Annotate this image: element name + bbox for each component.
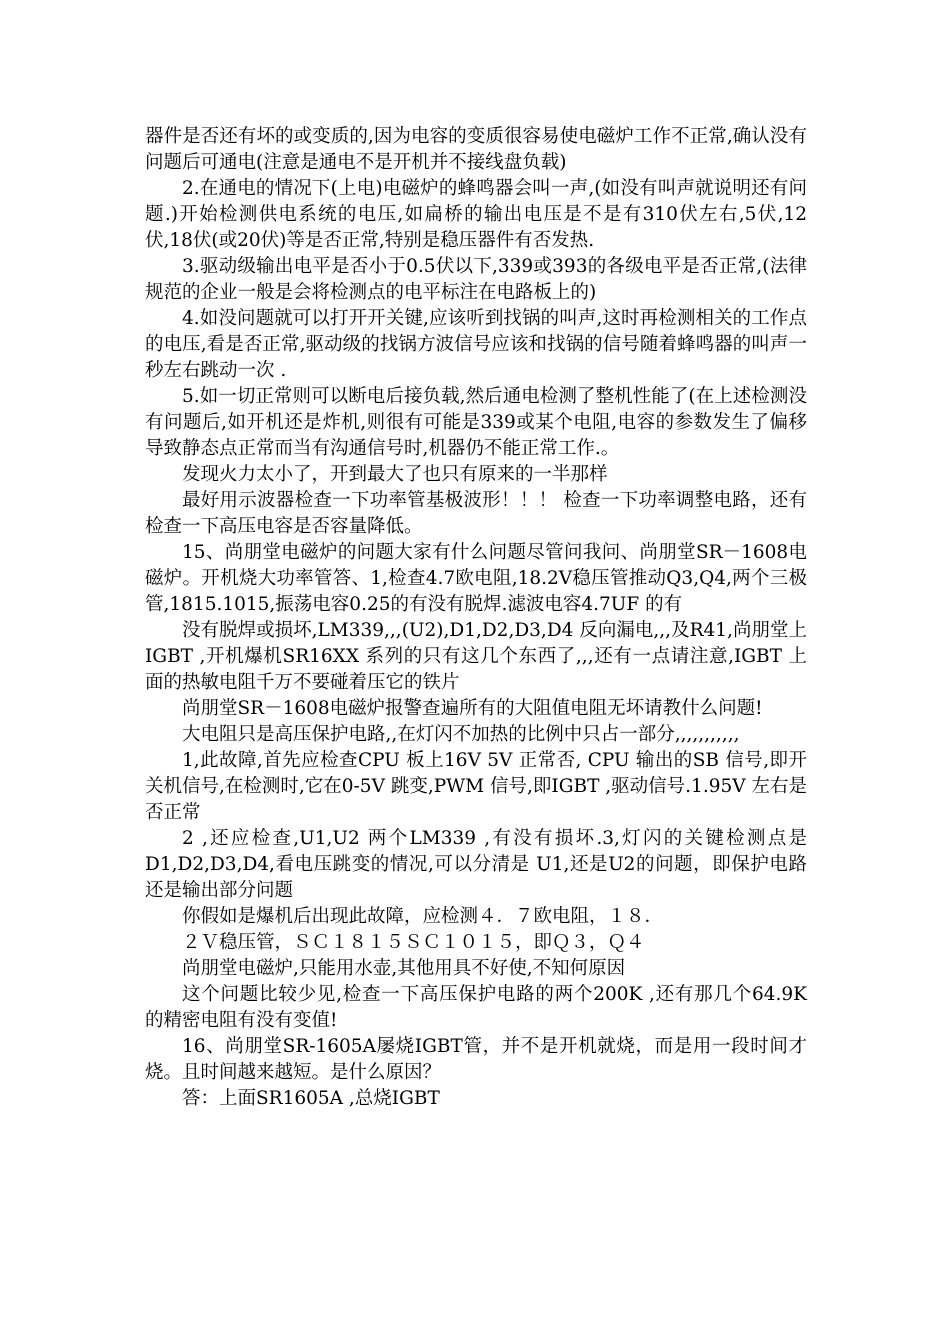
- paragraph: 发现火力太小了，开到最大了也只有原来的一半那样: [182, 464, 608, 485]
- paragraph: ２Ｖ稳压管，ＳＣ１８１５ＳＣ１０１５，即Ｑ３，Ｑ４: [182, 932, 645, 953]
- paragraph: 这个问题比较少见,检查一下高压保护电路的两个200K ,还有那几个64.9K 的精密电阻有没有变值!: [145, 984, 807, 1031]
- paragraph: 2 ,还应检查,U1,U2 两个LM339 ,有没有损坏.3,灯闪的关键检测点是D1,D2,D3,D4,看电压跳变的情况,可以分清是 U1,还是U2的问题，即保护电路还是输出部分问题: [145, 828, 807, 901]
- paragraph: 1,此故障,首先应检查CPU 板上16V 5V 正常否, CPU 输出的SB 信号,即开关机信号,在检测时,它在0-5V 跳变,PWM 信号,即IGBT ,驱动信号.1.95V 左右是否正常: [145, 750, 807, 823]
- paragraph: 2.在通电的情况下(上电)电磁炉的蜂鸣器会叫一声,(如没有叫声就说明还有问题.)开始检测供电系统的电压,如扁桥的输出电压是不是有310伏左右,5伏,12伏,18伏(或20伏)等是否正常,特别是稳压器件有否发热.: [145, 178, 807, 251]
- paragraph: 最好用示波器检查一下功率管基极波形！！！ 检查一下功率调整电路，还有检查一下高压电容是否容量降低。: [145, 490, 807, 537]
- paragraph: 4.如没问题就可以打开开关键,应该听到找锅的叫声,这时再检测相关的工作点的电压,看是否正常,驱动级的找锅方波信号应该和找锅的信号随着蜂鸣器的叫声一秒左右跳动一次 .: [145, 308, 807, 381]
- paragraph: 16、尚朋堂SR-1605A屡烧IGBT管，并不是开机就烧，而是用一段时间才烧。且时间越来越短。是什么原因？: [145, 1036, 807, 1083]
- paragraph: 15、尚朋堂电磁炉的问题大家有什么问题尽管问我问、尚朋堂SR－1608电磁炉。开机烧大功率管答、1,检查4.7欧电阻,18.2V稳压管推动Q3,Q4,两个三极管,1815.1015,振荡电容0.25的有没有脱焊.滤波电容4.7UF 的有: [145, 542, 807, 615]
- paragraph: 没有脱焊或损坏,LM339,,,(U2),D1,D2,D3,D4 反向漏电,,,及R41,尚朋堂上IGBT ,开机爆机SR16XX 系列的只有这几个东西了,,,还有一点请注意,IGBT 上面的热敏电阻千万不要碰着压它的铁片: [145, 620, 807, 693]
- paragraph: 尚朋堂SR－1608电磁炉报警查遍所有的大阻值电阻无坏请教什么问题!: [182, 698, 763, 719]
- paragraph: 尚朋堂电磁炉,只能用水壶,其他用具不好使,不知何原因: [182, 958, 626, 979]
- document-body: [145, 124, 807, 1112]
- paragraph: 5.如一切正常则可以断电后接负载,然后通电检测了整机性能了(在上述检测没有问题后,如开机还是炸机,则很有可能是339或某个电阻,电容的参数发生了偏移导致静态点正常而当有沟通信号时,机器仍不能正常工作.。: [145, 386, 807, 459]
- paragraph: 你假如是爆机后出现此故障，应检测４．７欧电阻，１８．: [182, 906, 664, 927]
- paragraph: 答：上面SR1605A ,总烧IGBT: [182, 1088, 440, 1109]
- paragraph: 大电阻只是高压保护电路,,在灯闪不加热的比例中只占一部分,,,,,,,,,,,: [182, 724, 740, 745]
- paragraph: 3.驱动级输出电平是否小于0.5伏以下,339或393的各级电平是否正常,(法律规范的企业一般是会将检测点的电平标注在电路板上的): [145, 256, 807, 303]
- paragraph: 器件是否还有坏的或变质的,因为电容的变质很容易使电磁炉工作不正常,确认没有问题后可通电(注意是通电不是开机并不接线盘负载): [145, 126, 807, 173]
